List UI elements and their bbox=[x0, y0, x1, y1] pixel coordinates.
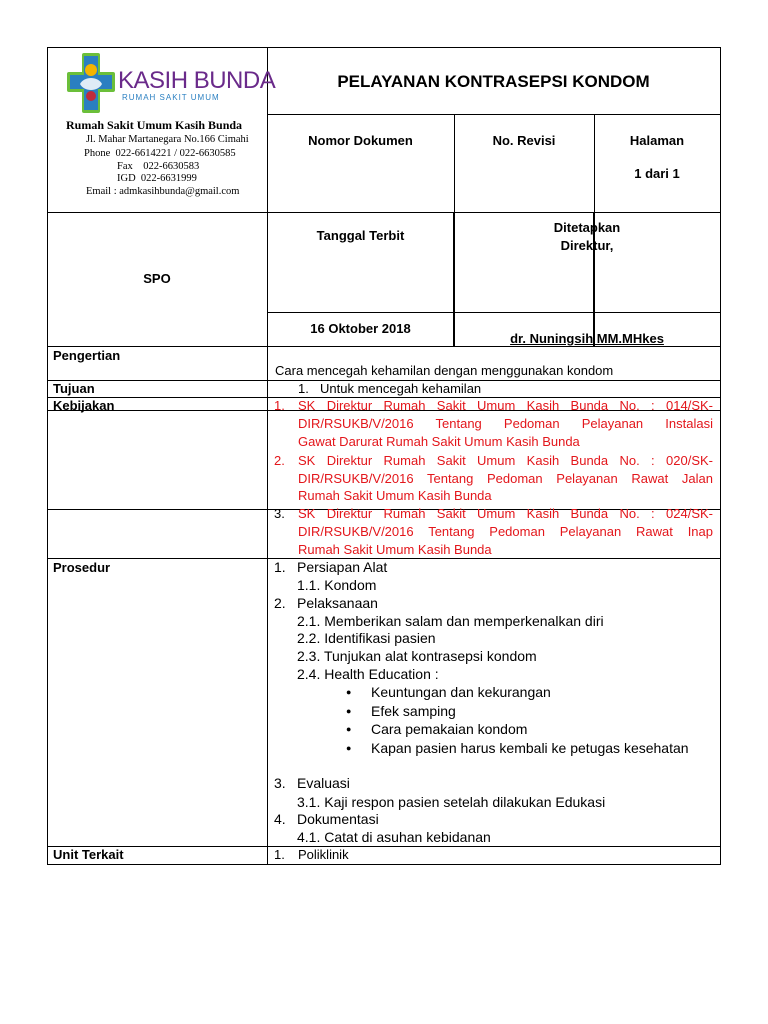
direktur-name: dr. Nuningsih MM.MHkes bbox=[510, 331, 664, 346]
prosedur-step-title: Persiapan Alat bbox=[297, 559, 388, 575]
kebijakan-item-line: DIR/RSUKB/V/2016 Tentang Pedoman Pelayanan Rawat Jalan bbox=[298, 471, 713, 486]
unit-terkait-item-text: Poliklinik bbox=[298, 847, 349, 862]
spo-label: SPO bbox=[143, 271, 171, 286]
halaman-label: Halaman bbox=[629, 133, 685, 148]
prosedur-step-title: Evaluasi bbox=[297, 775, 350, 791]
direktur-label: Direktur, bbox=[560, 238, 614, 253]
kebijakan-label: Kebijakan bbox=[53, 398, 115, 413]
tanggal-terbit-label: Tanggal Terbit bbox=[316, 228, 405, 243]
kebijakan-item-line: DIR/RSUKB/V/2016 Tentang Pedoman Pelayanan Rawat Inap bbox=[298, 524, 713, 539]
hospital-logo-icon bbox=[66, 52, 116, 114]
hospital-address: Jl. Mahar Martanegara No.166 Cimahi bbox=[86, 134, 249, 145]
prosedur-step-title: Pelaksanaan bbox=[297, 595, 378, 611]
hospital-email: Email : admkasihbunda@gmail.com bbox=[86, 186, 240, 197]
kebijakan-item-line: Rumah Sakit Umum Kasih Bunda bbox=[298, 488, 492, 503]
kebijakan-item-line: Gawat Darurat Rumah Sakit Umum Kasih Bunda bbox=[298, 434, 580, 449]
prosedur-step-number: 1. bbox=[274, 559, 286, 575]
kebijakan-item-line: SK Direktur Rumah Sakit Umum Kasih Bunda No. : 014/SK- bbox=[298, 398, 713, 413]
kebijakan-item-number: 3. bbox=[274, 506, 285, 521]
tujuan-item-number: 1. bbox=[298, 381, 309, 396]
kebijakan-item-line: SK Direktur Rumah Sakit Umum Kasih Bunda No. : 020/SK- bbox=[298, 453, 713, 468]
hospital-fax: Fax 022-6630583 bbox=[117, 161, 200, 172]
kebijakan-item-number: 1. bbox=[274, 398, 285, 413]
halaman-value: 1 dari 1 bbox=[634, 166, 680, 181]
tujuan-label: Tujuan bbox=[53, 381, 95, 396]
hospital-logo bbox=[66, 52, 116, 114]
unit-terkait-label: Unit Terkait bbox=[53, 847, 124, 862]
logo-name: KASIH BUNDA bbox=[118, 67, 276, 94]
no-revisi-label: No. Revisi bbox=[492, 133, 556, 148]
hospital-igd: IGD 022-6631999 bbox=[117, 173, 197, 184]
prosedur-step-number: 3. bbox=[274, 775, 286, 791]
prosedur-step-number: 2. bbox=[274, 595, 286, 611]
document-title: PELAYANAN KONTRASEPSI KONDOM bbox=[337, 72, 650, 91]
health-education-bullet: ● Efek samping bbox=[371, 703, 456, 719]
hospital-name: Rumah Sakit Umum Kasih Bunda bbox=[66, 118, 243, 132]
prosedur-substep: 3.1. Kaji respon pasien setelah dilakukan Edukasi bbox=[297, 794, 606, 810]
health-education-bullet: ● Cara pemakaian kondom bbox=[371, 721, 527, 737]
prosedur-label: Prosedur bbox=[53, 560, 111, 575]
prosedur-substep: 2.2. Identifikasi pasien bbox=[297, 630, 436, 646]
prosedur-substep: 2.3. Tunjukan alat kontrasepsi kondom bbox=[297, 648, 537, 664]
prosedur-substep: 1.1. Kondom bbox=[297, 577, 377, 593]
prosedur-substep: 2.4. Health Education : bbox=[297, 666, 439, 682]
kebijakan-item-number: 2. bbox=[274, 453, 285, 468]
tanggal-terbit-value: 16 Oktober 2018 bbox=[310, 321, 411, 336]
prosedur-step-number: 4. bbox=[274, 811, 286, 827]
nomor-dokumen-label: Nomor Dokumen bbox=[308, 133, 413, 148]
health-education-bullet: ● Keuntungan dan kekurangan bbox=[371, 684, 551, 700]
health-education-bullet: ● Kapan pasien harus kembali ke petugas kesehatan bbox=[371, 740, 689, 756]
prosedur-substep: 2.1. Memberikan salam dan memperkenalkan diri bbox=[297, 613, 604, 629]
tujuan-item-text: Untuk mencegah kehamilan bbox=[320, 381, 482, 396]
prosedur-step-title: Dokumentasi bbox=[297, 811, 379, 827]
logo-subtitle: RUMAH SAKIT UMUM bbox=[122, 93, 220, 102]
hospital-phone: Phone 022-6614221 / 022-6630585 bbox=[84, 148, 236, 159]
kebijakan-item-line: Rumah Sakit Umum Kasih Bunda bbox=[298, 542, 492, 557]
kebijakan-item-line: DIR/RSUKB/V/2016 Tentang Pedoman Pelayanan Instalasi bbox=[298, 416, 713, 431]
pengertian-label: Pengertian bbox=[53, 348, 121, 363]
pengertian-text: Cara mencegah kehamilan dengan menggunakan kondom bbox=[275, 363, 614, 378]
kebijakan-item-line: SK Direktur Rumah Sakit Umum Kasih Bunda No. : 024/SK- bbox=[298, 506, 713, 521]
unit-terkait-item-number: 1. bbox=[274, 847, 285, 862]
prosedur-substep: 4.1. Catat di asuhan kebidanan bbox=[297, 829, 491, 845]
ditetapkan-label: Ditetapkan bbox=[553, 220, 621, 235]
